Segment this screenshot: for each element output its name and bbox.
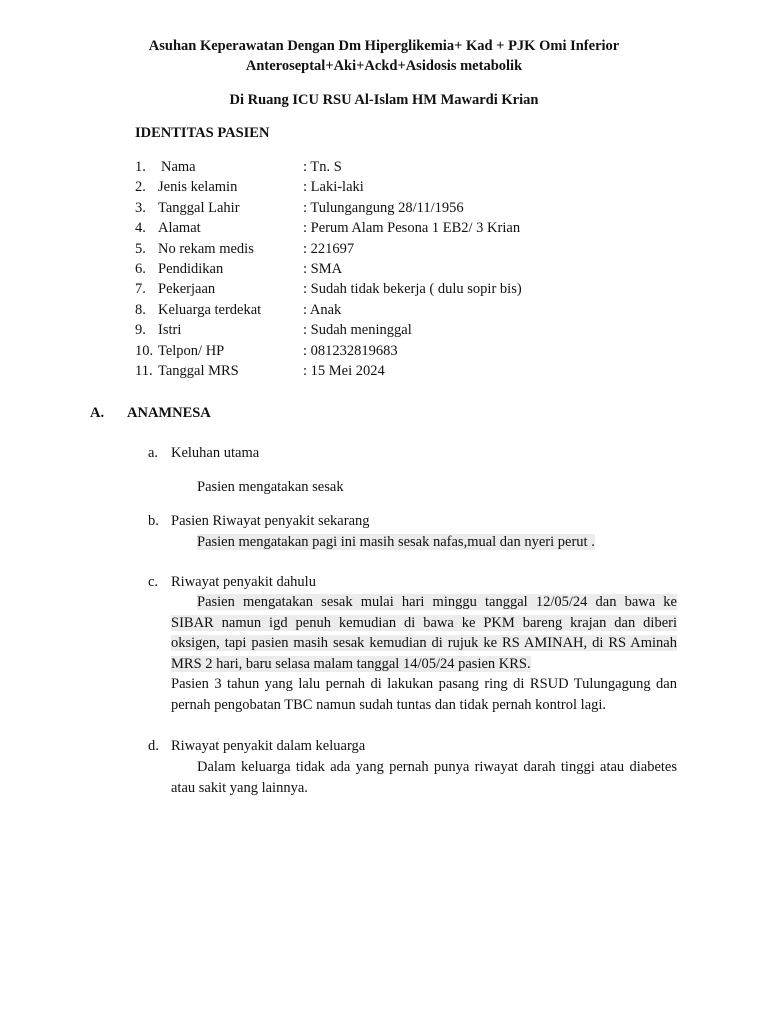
identitas-row: [135, 177, 695, 197]
row-value: : 221697: [303, 240, 355, 257]
row-number: 9.: [135, 322, 146, 339]
row-value: : Anak: [303, 301, 342, 318]
row-label: Pekerjaan: [158, 281, 216, 298]
row-number: 11.: [135, 362, 153, 379]
row-value: : 15 Mei 2024: [303, 362, 385, 379]
identitas-row: [135, 218, 695, 238]
row-number: 8.: [135, 301, 146, 318]
row-number: 10.: [135, 342, 154, 359]
identitas-row: [135, 239, 695, 259]
riwayat-sekarang-text: Pasien mengatakan pagi ini masih sesak nafas,mual dan nyeri perut .: [197, 534, 595, 550]
row-number: 3.: [135, 199, 146, 216]
row-label: Pendidikan: [158, 260, 224, 277]
row-value: : SMA: [303, 260, 343, 277]
row-label: Nama: [161, 159, 196, 175]
keluhan-utama-letter: a.: [148, 445, 159, 461]
riwayat-dahulu-letter: c.: [148, 574, 159, 590]
keluhan-utama-title: Keluhan utama: [171, 445, 260, 461]
identitas-row: [135, 259, 695, 279]
document-title-line1: Asuhan Keperawatan Dengan Dm Hiperglikemia+ Kad + PJK Omi Inferior: [148, 38, 620, 54]
identitas-row: [135, 361, 695, 381]
riwayat-dahulu-para2: Pasien 3 tahun yang lalu pernah di lakukan pasang ring di RSUD Tulungagung dan pernah pengobatan TBC namun sudah tuntas dan tidak pernah kontrol lagi.: [171, 676, 677, 713]
identitas-row: [135, 279, 695, 299]
riwayat-sekarang-title: Pasien Riwayat penyakit sekarang: [171, 513, 370, 529]
riwayat-dahulu-body: [171, 592, 677, 715]
row-value: : Laki-laki: [303, 179, 364, 196]
identitas-row: [135, 300, 695, 320]
riwayat-keluarga-title: Riwayat penyakit dalam keluarga: [171, 738, 366, 754]
row-label: Jenis kelamin: [158, 179, 238, 196]
row-number: 2.: [135, 179, 146, 196]
row-number: 4.: [135, 220, 146, 237]
document-location-title: Di Ruang ICU RSU Al-Islam HM Mawardi Krian: [229, 92, 539, 108]
row-label: Istri: [158, 322, 182, 339]
row-number: 6.: [135, 260, 146, 277]
row-label: Alamat: [158, 220, 201, 237]
riwayat-sekarang-letter: b.: [148, 513, 159, 529]
anamnesa-letter: A.: [90, 405, 105, 421]
riwayat-sekarang-text-wrap: [197, 532, 595, 552]
keluhan-utama-text: Pasien mengatakan sesak: [197, 479, 344, 495]
riwayat-dahulu-para1-text: Pasien mengatakan sesak mulai hari minggu tanggal 12/05/24 dan bawa ke SIBAR namun igd penuh kemudian di bawa ke PKM bareng krajan dan diberi oksigen, tapi pasien masih sesak kemudian di rujuk ke RS AMINAH, di RS Aminah MRS 2 hari, baru selasa malam tanggal 14/05/24 pasien KRS.: [171, 594, 677, 672]
row-value: : 081232819683: [303, 342, 398, 359]
row-label: Keluarga terdekat: [158, 301, 262, 318]
row-value: : Sudah tidak bekerja ( dulu sopir bis): [303, 281, 522, 298]
row-value: : Sudah meninggal: [303, 322, 412, 339]
row-number: 1.: [135, 159, 146, 175]
riwayat-dahulu-title: Riwayat penyakit dahulu: [171, 574, 316, 590]
anamnesa-heading: ANAMNESA: [127, 405, 211, 421]
document-title-line2: Anteroseptal+Aki+Ackd+Asidosis metabolik: [245, 58, 523, 74]
row-label: Tanggal Lahir: [158, 199, 240, 216]
riwayat-dahulu-para1: [171, 592, 677, 674]
identitas-list: [135, 157, 695, 381]
riwayat-keluarga-letter: d.: [148, 738, 159, 754]
row-value: : Tulungangung 28/11/1956: [303, 199, 464, 216]
identitas-row: [135, 320, 695, 340]
row-number: 5.: [135, 240, 146, 257]
identitas-heading: IDENTITAS PASIEN: [135, 125, 270, 141]
riwayat-keluarga-body: [171, 757, 677, 798]
row-value: : Tn. S: [303, 159, 342, 175]
identitas-row: [135, 157, 695, 177]
row-label: Telpon/ HP: [158, 342, 225, 359]
row-label: No rekam medis: [158, 240, 254, 257]
row-value: : Perum Alam Pesona 1 EB2/ 3 Krian: [303, 220, 521, 237]
row-number: 7.: [135, 281, 146, 298]
identitas-row: [135, 198, 695, 218]
riwayat-keluarga-text: Dalam keluarga tidak ada yang pernah punya riwayat darah tinggi atau diabetes atau sakit yang lainnya.: [171, 759, 677, 796]
identitas-row: [135, 341, 695, 361]
row-label: Tanggal MRS: [158, 362, 239, 379]
